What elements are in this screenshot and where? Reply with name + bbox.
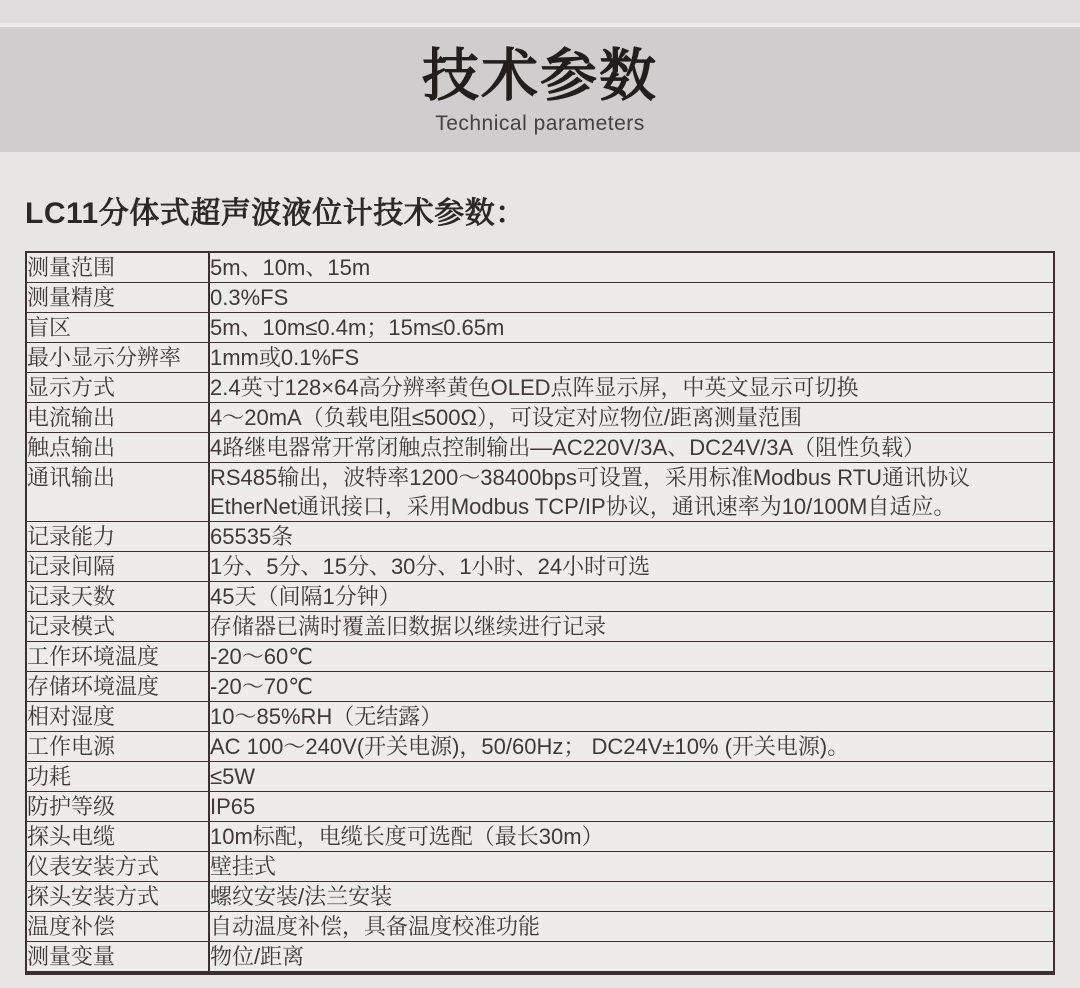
param-label: 盲区 xyxy=(26,313,209,343)
param-value-line: RS485输出，波特率1200～38400bps可设置，采用标准Modbus RTU通讯协议 xyxy=(210,465,971,490)
param-value: IP65 xyxy=(209,792,1054,822)
table-row xyxy=(26,702,1054,732)
param-value: 5m、10m、15m xyxy=(210,255,371,280)
param-label: 通讯输出 xyxy=(26,463,209,522)
param-label: 功耗 xyxy=(26,762,209,792)
section-heading: LC11分体式超声波液位计技术参数： xyxy=(25,197,526,230)
table-row xyxy=(26,463,1054,522)
param-value: 螺纹安装/法兰安装 xyxy=(209,882,1054,912)
param-label: 仪表安装方式 xyxy=(26,852,209,882)
param-label: 探头电缆 xyxy=(26,822,209,852)
param-label: 工作电源 xyxy=(26,732,209,762)
param-label: 电流输出 xyxy=(26,403,209,433)
param-label: 记录能力 xyxy=(26,522,209,552)
param-value: 2.4英寸128×64高分辨率黄色OLED点阵显示屏，中英文显示可切换 xyxy=(209,373,1054,403)
table-row xyxy=(26,912,1054,942)
param-value: 0.3%FS xyxy=(209,283,1054,313)
table-row xyxy=(26,283,1054,313)
table-row xyxy=(26,373,1054,403)
title-banner xyxy=(0,27,1080,152)
param-label: 记录模式 xyxy=(26,612,209,642)
content-area xyxy=(0,188,1080,975)
table-row xyxy=(26,582,1054,612)
param-label: 记录间隔 xyxy=(26,552,209,582)
table-row xyxy=(26,552,1054,582)
param-value: AC 100～240V(开关电源)，50/60Hz； DC24V±10% (开关电源)。 xyxy=(209,732,1054,762)
param-value: -20～70℃ xyxy=(209,672,1054,702)
param-value: ≤5W xyxy=(209,762,1054,792)
param-value: 65535条 xyxy=(209,522,1054,552)
table-row xyxy=(26,792,1054,822)
table-row xyxy=(26,313,1054,343)
param-value: 45天（间隔1分钟） xyxy=(209,582,1054,612)
param-value: -20～60℃ xyxy=(209,642,1054,672)
param-value: 5m、10m≤0.4m；15m≤0.65m xyxy=(209,313,1054,343)
param-value: 1mm或0.1%FS xyxy=(209,343,1054,373)
param-value: 10m标配，电缆长度可选配（最长30m） xyxy=(209,822,1054,852)
table-row xyxy=(26,882,1054,912)
param-label: 温度补偿 xyxy=(26,912,209,942)
table-row xyxy=(26,252,1054,283)
param-value xyxy=(209,463,1054,522)
page-subtitle: Technical parameters xyxy=(435,111,645,135)
param-label: 触点输出 xyxy=(26,433,209,463)
param-label: 防护等级 xyxy=(26,792,209,822)
param-label: 探头安装方式 xyxy=(26,882,209,912)
table-row xyxy=(26,403,1054,433)
table-row xyxy=(26,612,1054,642)
param-label: 显示方式 xyxy=(26,373,209,403)
top-strip xyxy=(0,0,1080,23)
param-value: 1分、5分、15分、30分、1小时、24小时可选 xyxy=(209,552,1054,582)
param-label: 记录天数 xyxy=(26,582,209,612)
table-row xyxy=(26,732,1054,762)
table-row xyxy=(26,762,1054,792)
page-title: 技术参数 xyxy=(422,44,658,108)
param-label: 工作环境温度 xyxy=(26,642,209,672)
param-value: 4～20mA（负载电阻≤500Ω），可设定对应物位/距离测量范围 xyxy=(209,403,1054,433)
table-row xyxy=(26,852,1054,882)
table-row xyxy=(26,343,1054,373)
table-row xyxy=(26,522,1054,552)
param-label: 存储环境温度 xyxy=(26,672,209,702)
table-row xyxy=(26,942,1054,974)
param-label: 测量精度 xyxy=(26,283,209,313)
table-row xyxy=(26,433,1054,463)
param-value-line: EtherNet通讯接口，采用Modbus TCP/IP协议，通讯速率为10/100M自适应。 xyxy=(210,494,956,519)
table-row xyxy=(26,822,1054,852)
spec-table-body xyxy=(26,252,1054,973)
table-row xyxy=(26,642,1054,672)
param-label: 最小显示分辨率 xyxy=(26,343,209,373)
param-label: 相对湿度 xyxy=(26,702,209,732)
param-value: 10～85%RH（无结露） xyxy=(209,702,1054,732)
param-label: 测量变量 xyxy=(26,942,209,974)
table-row xyxy=(26,672,1054,702)
param-value: 存储器已满时覆盖旧数据以继续进行记录 xyxy=(209,612,1054,642)
param-value: 自动温度补偿，具备温度校准功能 xyxy=(209,912,1054,942)
param-label: 测量范围 xyxy=(26,252,209,283)
param-value: 壁挂式 xyxy=(209,852,1054,882)
param-value: 4路继电器常开常闭触点控制输出—AC220V/3A、DC24V/3A（阻性负载） xyxy=(209,433,1054,463)
spec-table xyxy=(25,251,1055,975)
param-value: 物位/距离 xyxy=(209,942,1054,974)
